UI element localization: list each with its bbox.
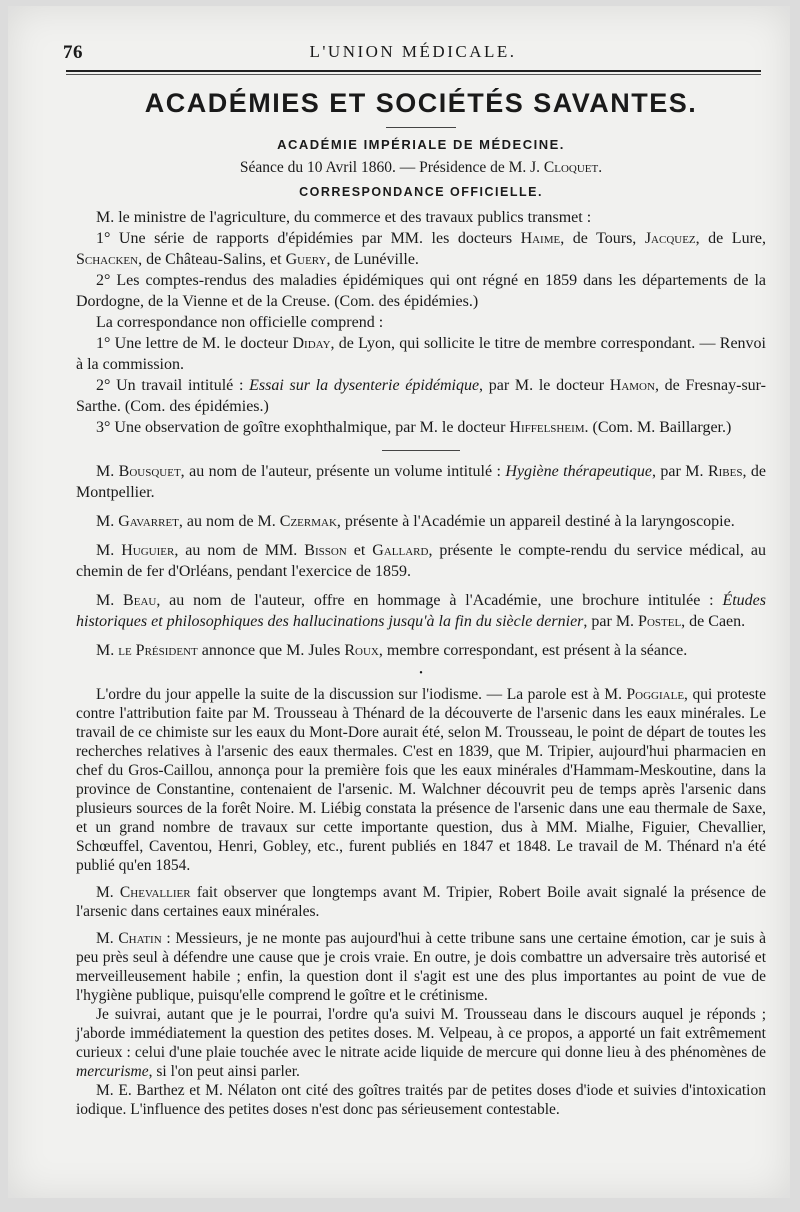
person-name: Bisson [304,542,347,559]
person-name: Hamon [609,377,655,394]
paragraph: 3° Une observation de goître exophthalmique, par M. le docteur Hiffelsheim. (Com. M. Baillarger.) [96,419,732,436]
header-rule-thin [66,74,761,75]
work-title: Hygiène thérapeutique [505,463,652,480]
academy-heading: ACADÉMIE IMPÉRIALE DE MÉDECINE. [277,137,565,152]
document-page [8,6,790,1198]
person-name: Gallard [372,542,429,559]
paragraph: 1° Une série de rapports d'épidémies par MM. les docteurs Haime, de Tours, Jacquez, de Lure, Schacken, de Château-Salins, et Guery, de Lunéville. [76,230,766,268]
discussion-section [76,685,766,1119]
person-name: Poggiale [626,686,685,703]
paragraph: M. Chatin : Messieurs, je ne monte pas aujourd'hui à cette tribune sans une certaine émotion, car je suis à peu près seul à défendre une cause que je crois vraie. En outre, je dois combattre un adversaire très autorisé et merveilleusement habile ; enfin, la question dont il s'agit est une des plus importantes au point de vue de l'hygiène publique, puisqu'elle comprend le goître et le crétinisme. [76,930,766,1004]
work-title: Études historiques et philosophiques des hallucinations jusqu'à la fin du siècle dernier [76,592,766,630]
paragraph: M. Huguier, au nom de MM. Bisson et Gallard, présente le compte-rendu du service médical, au chemin de fer d'Orléans, pendant l'exercice de 1859. [76,542,767,580]
paragraph: L'ordre du jour appelle la suite de la discussion sur l'iodisme. — La parole est à M. Poggiale, qui proteste contre l'attribution faite par M. Trousseau à Thénard de la découverte de l'arsenic dans les eaux minérales. Le travail de ce chimiste sur les eaux du Mont-Dore aurait été, selon M. Trousseau, le point de départ de toutes les recherches relatives à l'arsenic des eaux thermales. C'est en 1839, que M. Tripier, aujourd'hui pharmacien en chef du Gros-Caillou, annonça pour la première fois que les eaux minérales d'Hammam-Meskoutine, dans la province de Constantine, contenaient de l'arsenic. M. Walchner découvrit peu de temps après l'arsenic dans plusieurs sources de la forêt Noire. M. Liébig constata la présence de l'arsenic dans une eau thermale de Saxe, et un grand nombre de travaux sur cette importante question, dus à MM. Mialhe, Figuier, Chevallier, Schœuffel, Caventou, Henri, Gobley, etc., furent publiés en 1847 et 1848. Le travail de M. Thénard n'a été publié qu'en 1854. [76,686,766,874]
person-name: Ribes [707,463,743,480]
section-separator: • [419,668,423,679]
person-name: Schacken [76,251,139,268]
person-name: M. Huguier [96,542,175,559]
person-name: M. Beau [96,592,157,609]
paragraph: M. le ministre de l'agriculture, du commerce et des travaux publics transmet : [96,209,592,226]
person-name: Czermak [279,513,337,530]
paragraph: La correspondance non officielle comprend : [96,314,384,331]
person-name: Haime [520,230,561,247]
person-name: Postel [638,613,682,630]
paragraph: M. Beau, au nom de l'auteur, offre en hommage à l'Académie, une brochure intitulée : Études historiques et philosophiques des hallucinations jusqu'à la fin du siècle dernier, par M. Postel, de Caen. [76,592,766,630]
president-name: Cloquet [543,159,599,176]
person-name: M. Gavarret [96,513,179,530]
person-name: Hiffelsheim [509,419,585,436]
running-title: L'UNION MÉDICALE. [309,42,517,61]
section-divider [382,450,460,451]
page-header [63,36,763,64]
person-name: Roux [344,642,379,659]
person-name: M. Bousquet [96,463,181,480]
work-title: Essai sur la dysenterie épidémique [249,377,480,394]
emphasis-term: mercurisme [76,1063,149,1080]
paragraph: 1° Une lettre de M. le docteur Diday, de Lyon, qui sollicite le titre de membre correspondant. — Renvoi à la commission. [76,335,766,373]
person-name: M. le Président [96,642,198,659]
correspondence-heading: CORRESPONDANCE OFFICIELLE. [299,185,543,199]
paragraph: M. Gavarret, au nom de M. Czermak, présente à l'Académie un appareil destiné à la laryngoscopie. [96,513,735,530]
session-line [76,159,766,177]
page-number: 76 [63,42,83,63]
paragraph: 2° Les comptes-rendus des maladies épidémiques qui ont régné en 1859 dans les départements de la Dordogne, de la Vienne et de la Creuse. (Com. des épidémies.) [76,272,766,310]
person-name: Diday [292,335,331,352]
paragraph: Je suivrai, autant que je le pourrai, l'ordre qu'a suivi M. Trousseau dans le discours auquel je réponds ; j'aborde immédiatement la question des petites doses. M. Velpeau, à ce propos, a apporté un fait extrêmement curieux : celui d'une plaie touchée avec le nitrate acide liquide de mercure qui donne lieu à des phénomènes de mercurisme, si l'on peut ainsi parler. [76,1006,766,1080]
section-title: ACADÉMIES ET SOCIÉTÉS SAVANTES. [144,88,698,118]
paragraph: 2° Un travail intitulé : Essai sur la dysenterie épidémique, par M. le docteur Hamon, de Fresnay-sur-Sarthe. (Com. des épidémies.) [76,377,766,415]
person-name: M. Chevallier [96,884,191,901]
session-end: . [598,159,603,176]
paragraph: M. le Président annonce que M. Jules Roux, membre correspondant, est présent à la séance. [96,642,688,659]
paragraph: M. Chevallier fait observer que longtemps avant M. Tripier, Robert Boile avait signalé la présence de l'arsenic dans certaines eaux minérales. [76,884,766,920]
header-rule [66,70,761,72]
session-text: Séance du 10 Avril 1860. — Présidence de M. J. [239,159,544,176]
paragraph: M. E. Barthez et M. Nélaton ont cité des goîtres traités par de petites doses d'iode et suivies d'intoxication iodique. L'influence des petites doses n'est donc pas sérieusement contestable. [76,1082,766,1118]
article-body [76,88,766,1119]
person-name: M. Chatin [96,930,162,947]
person-name: Jacquez [644,230,696,247]
paragraph: M. Bousquet, au nom de l'auteur, présente un volume intitulé : Hygiène thérapeutique, par M. Ribes, de Montpellier. [76,463,767,501]
person-name: Guery [285,251,327,268]
title-rule [386,127,456,128]
